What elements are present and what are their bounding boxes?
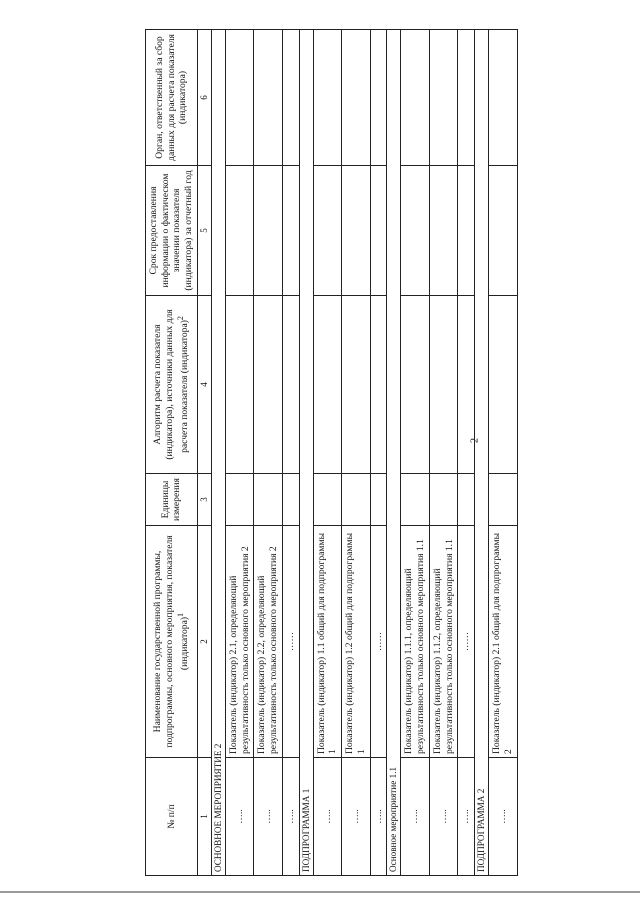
page-number: 2: [469, 438, 481, 443]
indicator-name: Показатель (индикатор) 2.1, определяющий результативность только основного мероприятия 2: [226, 526, 254, 758]
indicator-row: [458, 30, 475, 876]
header-row: [146, 30, 198, 876]
algorithm-cell: [342, 296, 370, 474]
units-cell: [282, 474, 299, 526]
header-deadline-label: Срок предоставления информации о фактическом значении показателя (индикатора) за отчетный год: [148, 170, 195, 291]
deadline-cell: [342, 166, 370, 296]
deadline-cell: [282, 166, 299, 296]
section-row: [387, 30, 401, 876]
header-deadline: [146, 166, 198, 296]
column-number: 2: [197, 526, 211, 758]
deadline-cell: [489, 166, 517, 296]
row-number: …..: [489, 758, 517, 876]
deadline-cell: [254, 166, 282, 296]
algorithm-cell: [370, 296, 387, 474]
row-number: …..: [370, 758, 387, 876]
indicator-name: Показатель (индикатор) 2.2, определяющий результативность только основного мероприятия 2: [254, 526, 282, 758]
indicator-name: Показатель (индикатор) 1.1.1, определяющий результативность только основного мероприятия 1.1: [401, 526, 429, 758]
header-units-label: Единицы измерения: [159, 478, 183, 521]
responsible-cell: [226, 30, 254, 166]
units-cell: [226, 474, 254, 526]
indicator-name: ……: [458, 526, 475, 758]
section-row: [299, 30, 313, 876]
indicator-row: [254, 30, 282, 876]
column-number: 4: [197, 296, 211, 474]
deadline-cell: [458, 166, 475, 296]
row-number: …..: [429, 758, 457, 876]
rotated-table-container: [145, 30, 631, 876]
responsible-cell: [313, 30, 341, 166]
indicator-name: Показатель (индикатор) 2.1 общий для подпрограммы 2: [489, 526, 517, 758]
indicator-row: [342, 30, 370, 876]
algorithm-cell: [226, 296, 254, 474]
responsible-cell: [254, 30, 282, 166]
table-body: [211, 30, 517, 876]
algorithm-cell: [254, 296, 282, 474]
row-number: …..: [401, 758, 429, 876]
units-cell: [342, 474, 370, 526]
row-number: …..: [342, 758, 370, 876]
indicator-row: [489, 30, 517, 876]
units-cell: [313, 474, 341, 526]
indicator-name: Показатель (индикатор) 1.1.2, определяющий результативность только основного мероприятия 1.1: [429, 526, 457, 758]
responsible-cell: [489, 30, 517, 166]
indicators-table: [145, 29, 518, 876]
header-number-label: № п/п: [165, 804, 177, 829]
indicator-name: ……: [370, 526, 387, 758]
units-cell: [370, 474, 387, 526]
column-number: 3: [197, 474, 211, 526]
header-responsible-label: Орган, ответственный за сбор данных для расчета показателя (индикатора): [153, 34, 189, 161]
header-number: [146, 758, 198, 876]
column-number: 6: [197, 30, 211, 166]
header-responsible: [146, 30, 198, 166]
header-name-label: Наименование государственной программы, подпрограммы, основного мероприятия, показателя (индикатора): [152, 535, 190, 748]
column-number: 1: [197, 758, 211, 876]
algorithm-cell: [401, 296, 429, 474]
row-number: …..: [282, 758, 299, 876]
indicator-row: [429, 30, 457, 876]
algorithm-cell: [313, 296, 341, 474]
footnote-mark-2: 2: [175, 316, 185, 321]
row-number: …..: [458, 758, 475, 876]
header-name: [146, 526, 198, 758]
indicator-row: [313, 30, 341, 876]
scan-edge-line: [0, 891, 640, 893]
responsible-cell: [370, 30, 387, 166]
responsible-cell: [429, 30, 457, 166]
section-title: Основное мероприятие 1.1: [387, 30, 401, 876]
footnote-mark-1: 1: [175, 612, 185, 617]
algorithm-cell: [458, 296, 475, 474]
indicator-row: [282, 30, 299, 876]
column-number: 5: [197, 166, 211, 296]
column-number-row: [197, 30, 211, 876]
algorithm-cell: [282, 296, 299, 474]
row-number: …..: [254, 758, 282, 876]
responsible-cell: [401, 30, 429, 166]
indicator-name: ……: [282, 526, 299, 758]
indicator-name: Показатель (индикатор) 1.1 общий для подпрограммы 1: [313, 526, 341, 758]
deadline-cell: [429, 166, 457, 296]
deadline-cell: [401, 166, 429, 296]
section-title: ПОДПРОГРАММА 2: [474, 30, 488, 876]
units-cell: [429, 474, 457, 526]
header-algorithm-label: Алгоритм расчета показателя (индикатора), источники данных для расчета показателя (индикатора): [152, 309, 190, 460]
row-number: …..: [313, 758, 341, 876]
algorithm-cell: [489, 296, 517, 474]
indicator-name: Показатель (индикатор) 1.2 общий для подпрограммы 1: [342, 526, 370, 758]
algorithm-cell: [429, 296, 457, 474]
indicator-row: [370, 30, 387, 876]
indicator-row: [226, 30, 254, 876]
section-row: [474, 30, 488, 876]
units-cell: [458, 474, 475, 526]
responsible-cell: [282, 30, 299, 166]
units-cell: [254, 474, 282, 526]
units-cell: [401, 474, 429, 526]
responsible-cell: [458, 30, 475, 166]
header-units: [146, 474, 198, 526]
section-title: ПОДПРОГРАММА 1: [299, 30, 313, 876]
indicator-row: [401, 30, 429, 876]
deadline-cell: [370, 166, 387, 296]
section-row: [211, 30, 225, 876]
header-algorithm: [146, 296, 198, 474]
row-number: …..: [226, 758, 254, 876]
units-cell: [489, 474, 517, 526]
deadline-cell: [313, 166, 341, 296]
section-title: ОСНОВНОЕ МЕРОПРИЯТИЕ 2: [211, 30, 225, 876]
responsible-cell: [342, 30, 370, 166]
deadline-cell: [226, 166, 254, 296]
